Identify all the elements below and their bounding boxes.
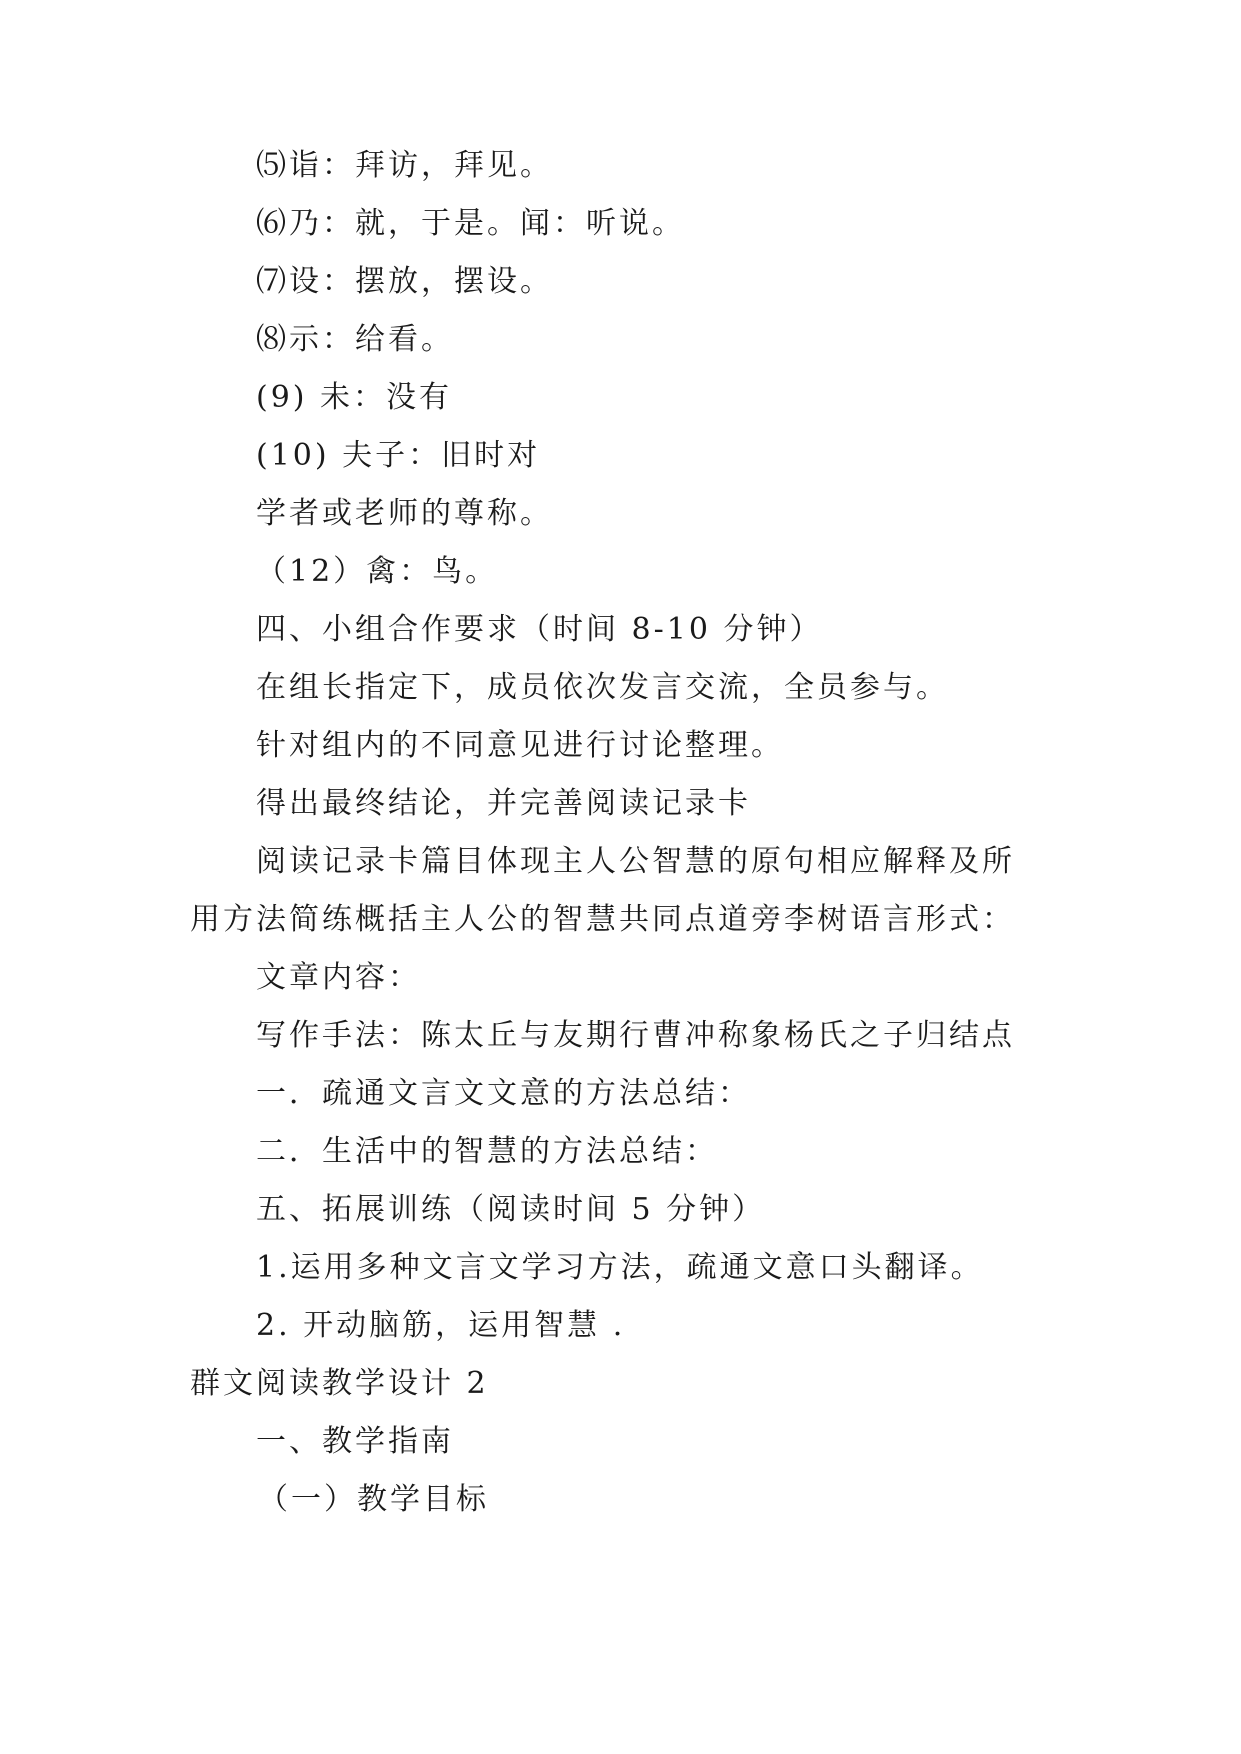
paragraph: 在组长指定下，成员依次发言交流，全员参与。 [256, 670, 949, 705]
section-heading-extension: 五、拓展训练（阅读时间 5 分钟） [256, 1192, 766, 1227]
paragraph: 针对组内的不同意见进行讨论整理。 [256, 728, 784, 763]
section-heading-guide: 一、教学指南 [256, 1424, 454, 1459]
annotation-8: ⑻示：给看。 [256, 322, 454, 357]
paragraph: 得出最终结论，并完善阅读记录卡 [256, 786, 751, 821]
summary-item-2: 二．生活中的智慧的方法总结： [256, 1134, 718, 1169]
summary-item-1: 一．疏通文言文文意的方法总结： [256, 1076, 751, 1111]
paragraph: 文章内容： [256, 960, 421, 995]
annotation-12: （12）禽：鸟。 [256, 554, 499, 589]
paragraph: 阅读记录卡篇目体现主人公智慧的原句相应解释及所 [256, 844, 1015, 879]
paragraph: 写作手法：陈太丘与友期行曹冲称象杨氏之子归结点 [256, 1018, 1015, 1053]
list-item-1: 1.运用多种文言文学习方法，疏通文意口头翻译。 [256, 1250, 984, 1285]
subsection-heading-goals: （一）教学目标 [258, 1482, 489, 1517]
annotation-10: (10) 夫子：旧时对 [256, 438, 541, 473]
annotation-5: ⑸诣：拜访，拜见。 [256, 148, 553, 183]
document-title: 群文阅读教学设计 2 [190, 1366, 489, 1401]
annotation-9: (9) 未：没有 [256, 380, 453, 415]
annotation-7: ⑺设：摆放，摆设。 [256, 264, 553, 299]
annotation-6: ⑹乃：就，于是。闻：听说。 [256, 206, 685, 241]
section-heading-group-work: 四、小组合作要求（时间 8-10 分钟） [256, 612, 823, 647]
list-item-2: 2. 开动脑筋，运用智慧 . [256, 1308, 626, 1343]
annotation-10-continued: 学者或老师的尊称。 [256, 496, 553, 531]
paragraph-continued: 用方法简练概括主人公的智慧共同点道旁李树语言形式： [190, 902, 1015, 937]
